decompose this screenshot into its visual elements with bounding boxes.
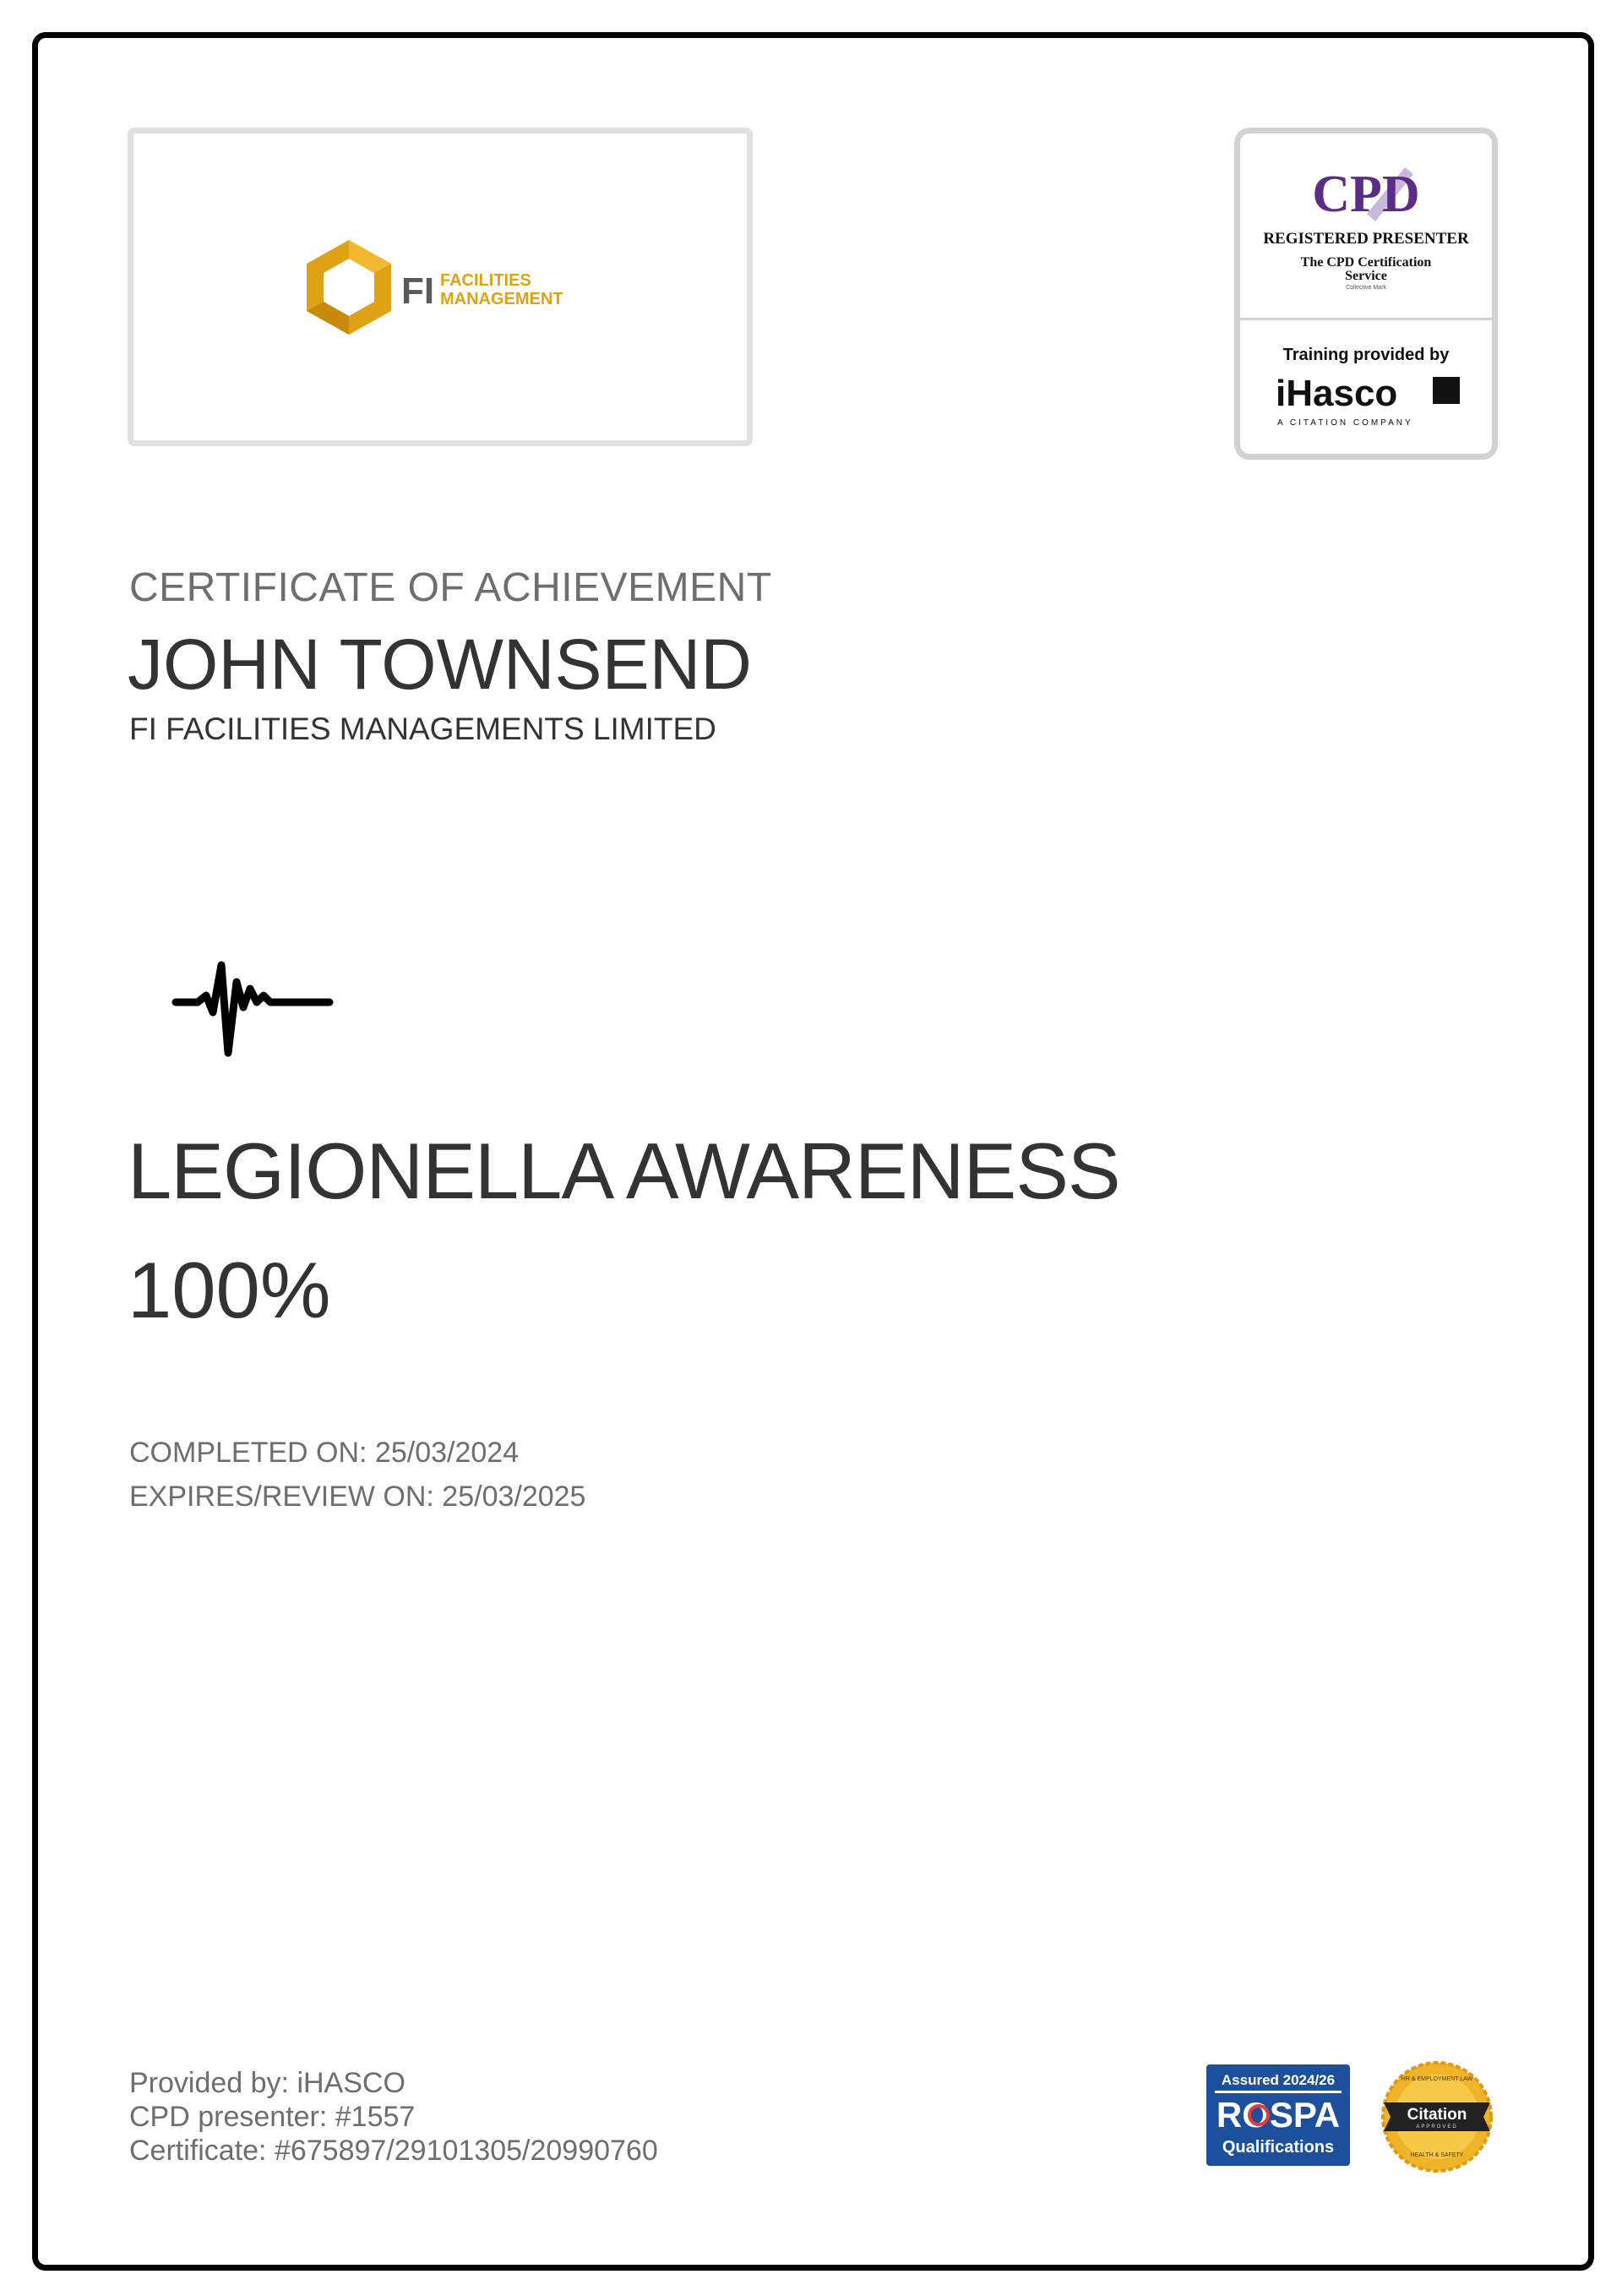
training-provided-by: Training provided by (1282, 346, 1450, 364)
recipient-name: JOHN TOWNSEND (128, 624, 752, 704)
cpd-mark: CPD (1312, 166, 1420, 223)
certificate-heading: CERTIFICATE OF ACHIEVEMENT (129, 565, 772, 610)
cpd-service-line1: The CPD Certification (1300, 255, 1432, 270)
cpd-service-line2: Service (1345, 269, 1387, 283)
citation-ring-top: HR & EMPLOYMENT LAW (1401, 2076, 1473, 2082)
cpd-divider (1240, 318, 1492, 320)
ihasco-wordmark: iHasco (1276, 373, 1398, 414)
rospa-line1: Assured 2024/26 (1221, 2072, 1336, 2088)
course-title: LEGIONELLA AWARENESS (128, 1126, 1120, 1215)
pulse-heartbeat-icon (169, 946, 338, 1065)
course-score: 100% (128, 1246, 331, 1334)
expires-review-on: EXPIRES/REVIEW ON: 25/03/2025 (129, 1481, 586, 1513)
fi-logo-line2: MANAGEMENT (440, 290, 563, 308)
provided-by: Provided by: iHASCO (129, 2067, 406, 2099)
recipient-company: FI FACILITIES MANAGEMENTS LIMITED (129, 712, 716, 746)
certificate-dates (129, 1431, 585, 1519)
citation-label: Citation (1407, 2106, 1467, 2124)
citation-sub: APPROVED (1416, 2124, 1458, 2130)
cpd-collective: Collective Mark (1346, 285, 1386, 291)
cpd-logo (1240, 134, 1492, 318)
ihasco-tagline: A CITATION COMPANY (1277, 418, 1413, 428)
completed-on: COMPLETED ON: 25/03/2024 (129, 1437, 520, 1469)
cpd-registered: REGISTERED PRESENTER (1263, 230, 1469, 248)
cpd-registered-presenter-badge (1234, 128, 1498, 460)
provider-info (129, 2066, 658, 2168)
company-logo-box (128, 128, 753, 446)
fi-logo-line1: FACILITIES (440, 271, 531, 290)
citation-approved-badge (1379, 2059, 1495, 2175)
ihasco-logo (1240, 321, 1492, 454)
cpd-presenter-number: CPD presenter: #1557 (129, 2101, 416, 2133)
rospa-line3: Qualifications (1222, 2138, 1335, 2157)
fi-facilities-management-logo (302, 232, 573, 341)
fi-logo-mark: FI (401, 270, 435, 312)
certificate-number: Certificate: #675897/29101305/20990760 (129, 2135, 658, 2167)
rospa-mark: ROSPA (1216, 2095, 1341, 2135)
citation-ring-bottom: HEALTH & SAFETY (1410, 2152, 1464, 2158)
rospa-assured-badge (1206, 2064, 1350, 2166)
